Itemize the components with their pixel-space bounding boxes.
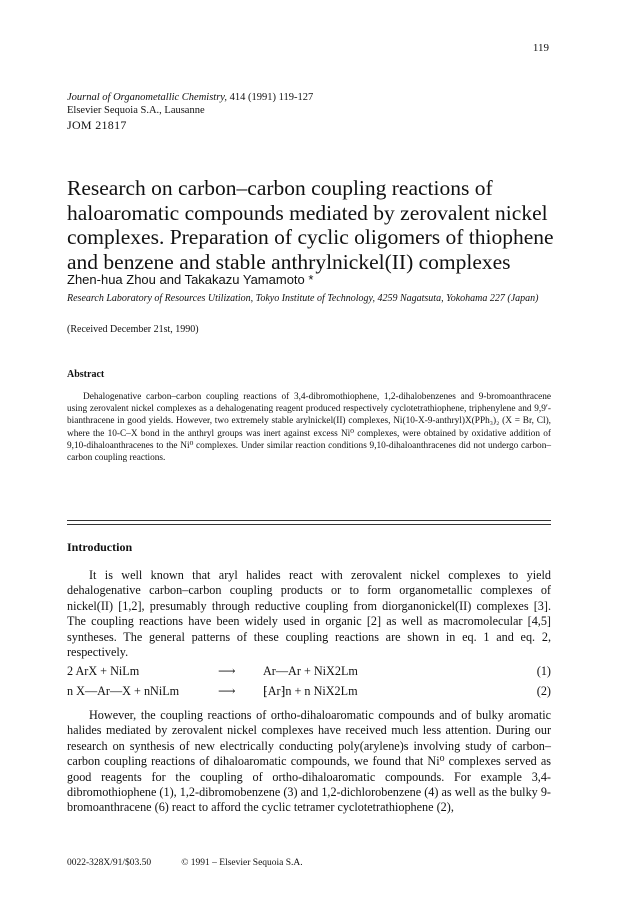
journal-code: JOM 21817 — [67, 118, 127, 132]
journal-name: Journal of Organometallic Chemistry, — [67, 92, 228, 103]
equation-number: (2) — [536, 684, 551, 698]
authors: Zhen-hua Zhou and Takakazu Yamamoto * — [67, 272, 314, 287]
equation-lhs: n X—Ar—X + nNiLm — [67, 684, 180, 698]
issn-code: 0022-328X/91/$03.50 — [67, 858, 152, 868]
introduction-paragraph: It is well known that aryl halides react with zerovalent nickel complexes to yield dehalogenative carbon–carbon coupling products or to form organometallic complexes of nickel(II) [1,2], presumably through reductive coupling from diorganonickel(II) complexes [3]. The coupling reactions have been widely used in organic [2] as well as macromolecular [4,5] syntheses. The general patterns of these coupling reactions are shown in eq. 1 and eq. 2, respectively. — [67, 568, 551, 660]
journal-volume: 414 (1991) 119-127 — [227, 92, 314, 103]
equation-2 — [67, 684, 551, 700]
equation-rhs: Ar—Ar + NiX2Lm — [263, 664, 358, 678]
article-title: Research on carbon–carbon coupling reactions of haloaromatic compounds mediated by zerovalent nickel complexes. Preparation of cyclic oligomers of thiophene and benzene and stable anthrylnickel(II) complexes — [67, 176, 554, 274]
journal-citation — [67, 91, 313, 117]
reaction-arrow: ⟶ — [218, 684, 236, 698]
copyright-notice: © 1991 – Elsevier Sequoia S.A. — [181, 858, 303, 868]
page-footer — [67, 858, 303, 868]
abstract-body: Dehalogenative carbon–carbon coupling reactions of 3,4-dibromothiophene, 1,2-dihalobenzenes and 9-bromoanthracene using zerovalent nickel complexes as a dehalogenating reagent produced respectively cyclotetrathiophene, triphenylene and 9,9′-bianthracene in good yields. However, two extremely stable arylnickel(II) complexes, Ni(10-X-9-anthryl)X(PPh₃)₂ (X = Br, Cl), where the 10-C–X bond in the anthryl groups was inert against excess Ni⁰ complexes, were obtained by oxidative addition of 9,10-dihaloanthracenes to the Ni⁰ complexes. Under similar reaction conditions 9,10-dihaloanthracenes did not undergo carbon–carbon coupling reactions. — [67, 392, 551, 464]
journal-publisher: Elsevier Sequoia S.A., Lausanne — [67, 105, 205, 116]
abstract-heading: Abstract — [67, 369, 105, 380]
divider-rule — [67, 520, 551, 521]
introduction-paragraph: However, the coupling reactions of ortho-dihaloaromatic compounds and of bulky aromatic halides mediated by zerovalent nickel complexes have received much less attention. During our research on synthesis of new electrically conducting poly(arylene)s involving study of carbon–carbon coupling reactions of dihaloaromatic compounds, we found that Ni⁰ complexes served as good reagents for the coupling of ortho-dihaloaromatic compounds. For example 3,4-dibromothiophene (1), 1,2-dibromobenzene (3) and 1,2-dichlorobenzene (4) as well as the bulky 9-bromoanthracene (6) react to afford the cyclic tetramer cyclotetrathiophene (2), — [67, 708, 551, 815]
reaction-arrow: ⟶ — [218, 664, 236, 678]
page-number: 119 — [532, 42, 549, 54]
equation-rhs: ⁅Ar⁆n + n NiX2Lm — [263, 684, 358, 698]
received-date: (Received December 21st, 1990) — [67, 324, 199, 335]
equation-lhs: 2 ArX + NiLm — [67, 664, 140, 678]
introduction-heading: Introduction — [67, 540, 133, 554]
equation-1 — [67, 664, 551, 680]
divider-rule — [67, 524, 551, 525]
affiliation: Research Laboratory of Resources Utilization, Tokyo Institute of Technology, 4259 Nagatsuta, Yokohama 227 (Japan) — [67, 293, 539, 304]
equation-number: (1) — [536, 664, 551, 678]
